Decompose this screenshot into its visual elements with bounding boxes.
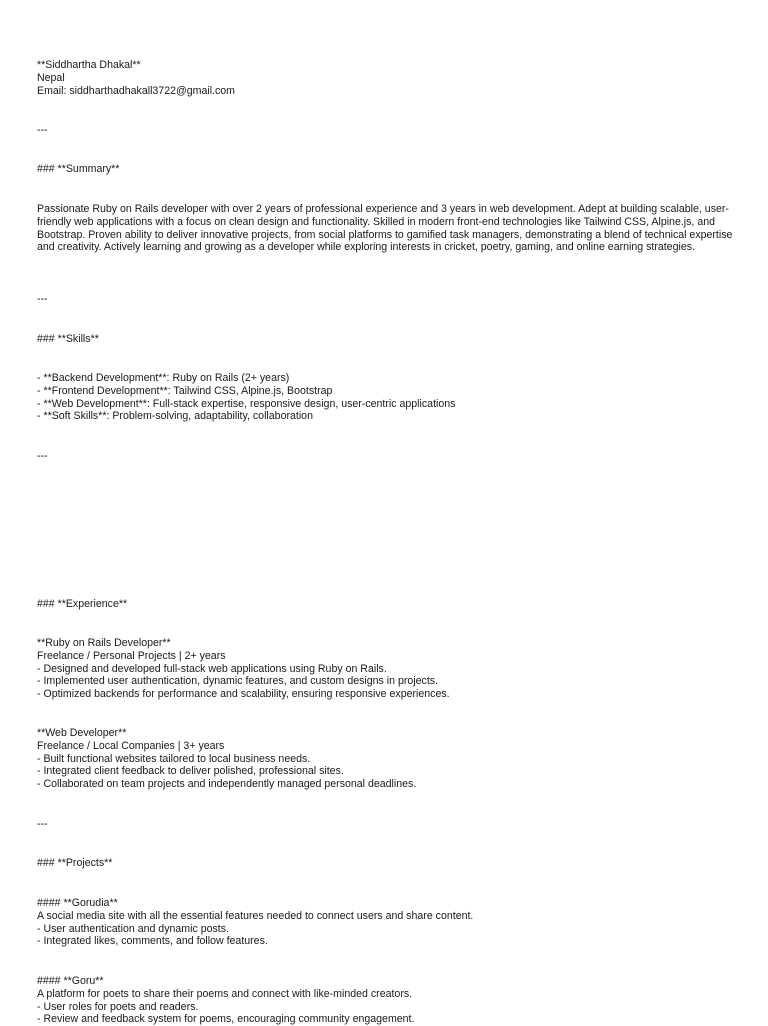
candidate-name: **Siddhartha Dhakal** <box>37 59 141 71</box>
job-title: **Web Developer** <box>37 727 127 739</box>
contact-header <box>37 59 737 97</box>
experience-entry <box>37 637 737 701</box>
separator-line: --- <box>37 124 48 136</box>
list-item: - User authentication and dynamic posts. <box>37 922 229 935</box>
list-item: - **Backend Development**: Ruby on Rails (2+ years) <box>37 372 290 384</box>
job-title: **Ruby on Rails Developer** <box>37 637 171 649</box>
project-title: #### **Gorudia** <box>37 897 118 909</box>
job-meta: Freelance / Personal Projects | 2+ years <box>37 649 226 662</box>
candidate-email: Email: siddharthadhakall3722@gmail.com <box>37 84 236 97</box>
project-entry <box>37 975 737 1026</box>
list-item: - Optimized backends for performance and scalability, ensuring responsive experiences. <box>37 688 450 701</box>
summary-heading: ### **Summary** <box>37 163 120 175</box>
list-item: - **Web Development**: Full-stack expertise, responsive design, user-centric applications <box>37 397 456 410</box>
separator-line: --- <box>37 818 48 830</box>
project-description: A platform for poets to share their poems and connect with like-minded creators. <box>37 987 413 1000</box>
project-entry <box>37 897 737 948</box>
list-item: - Implemented user authentication, dynamic features, and custom designs in projects. <box>37 675 439 688</box>
list-item: - Collaborated on team projects and independently managed personal deadlines. <box>37 778 417 791</box>
job-meta: Freelance / Local Companies | 3+ years <box>37 739 225 752</box>
list-item: - User roles for poets and readers. <box>37 1000 199 1013</box>
list-item: - Integrated likes, comments, and follow features. <box>37 935 268 948</box>
list-item: - **Soft Skills**: Problem-solving, adaptability, collaboration <box>37 410 313 423</box>
list-item: - Review and feedback system for poems, encouraging community engagement. <box>37 1013 415 1026</box>
list-item: - Integrated client feedback to deliver polished, professional sites. <box>37 765 344 778</box>
skills-heading: ### **Skills** <box>37 333 99 345</box>
list-item: - **Frontend Development**: Tailwind CSS, Alpine.js, Bootstrap <box>37 384 333 397</box>
candidate-location: Nepal <box>37 71 65 84</box>
projects-heading: ### **Projects** <box>37 857 113 869</box>
experience-heading: ### **Experience** <box>37 598 128 610</box>
experience-entry <box>37 727 737 791</box>
skills-list <box>37 372 737 423</box>
project-description: A social media site with all the essential features needed to connect users and share content. <box>37 909 474 922</box>
project-title: #### **Goru** <box>37 975 104 987</box>
separator-line: --- <box>37 293 48 305</box>
list-item: - Designed and developed full-stack web applications using Ruby on Rails. <box>37 662 387 675</box>
separator-line: --- <box>37 450 48 462</box>
summary-text: Passionate Ruby on Rails developer with over 2 years of professional experience and 3 years in web development. Adept at building scalable, user-friendly web applications with a focus on clean design and functionality. Skilled in modern front-end technologies like Tailwind CSS, Alpine.js, and Bootstrap. Proven ability to deliver innovative projects, from social platforms to gamified task managers, demonstrating a blend of technical expertise and creativity. Actively learning and growing as a developer while exploring interests in cricket, poetry, gaming, and online earning strategies. <box>37 203 733 254</box>
list-item: - Built functional websites tailored to local business needs. <box>37 752 311 765</box>
